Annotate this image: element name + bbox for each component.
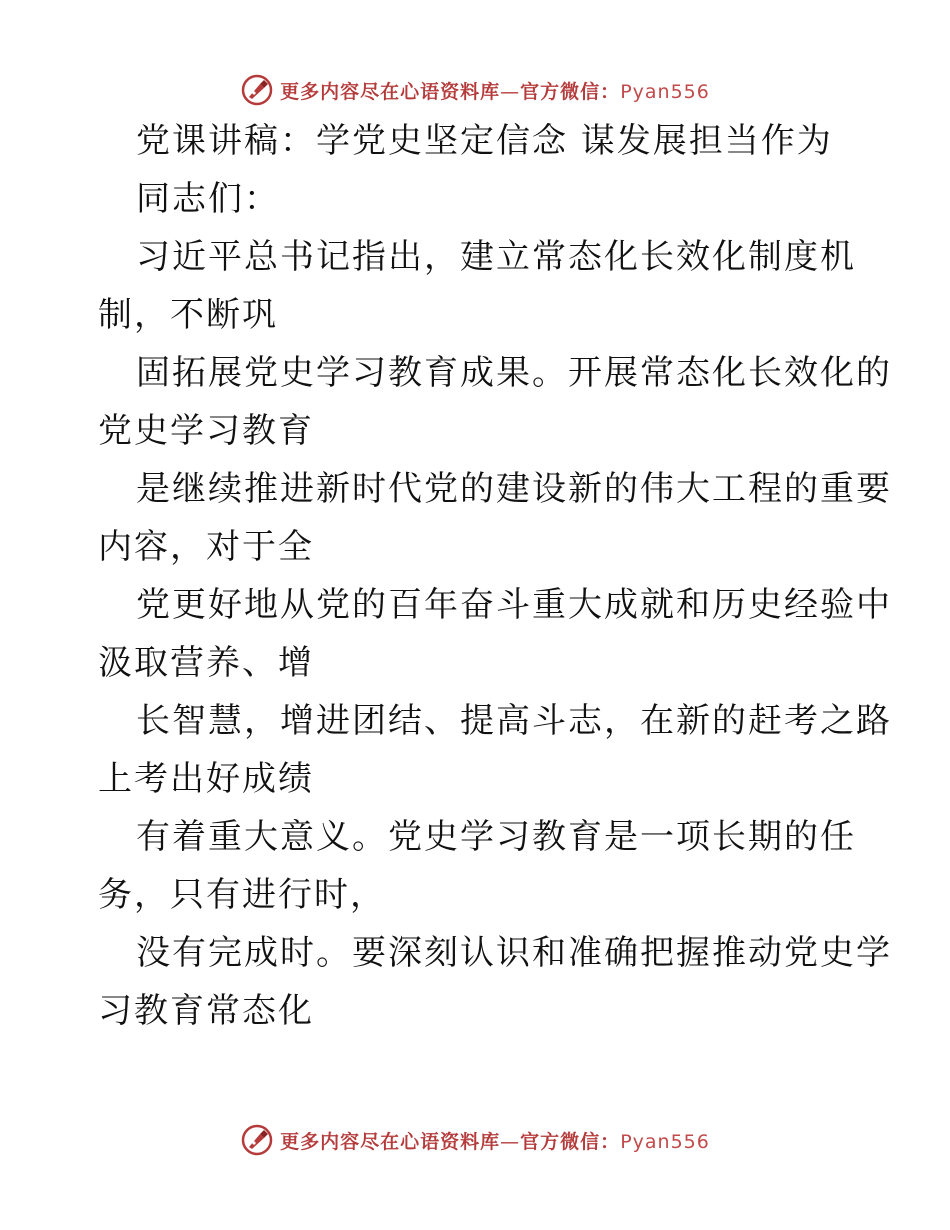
footer-watermark: [0, 1120, 950, 1160]
watermark-brand: 更多内容尽在心语资料库: [280, 1130, 501, 1153]
paragraph-line: 内容，对于全: [98, 527, 314, 567]
paragraph-line: 没有完成时。要深刻认识和准确把握推动党史学: [136, 933, 892, 973]
watermark-contact-id: Pyan556: [620, 1130, 710, 1153]
watermark-separator: —: [500, 1130, 521, 1153]
paragraph-line: 长智慧，增进团结、提高斗志，在新的赶考之路: [136, 701, 892, 741]
watermark-separator: —: [500, 80, 521, 103]
watermark-text: [280, 1127, 710, 1154]
watermark-brand: 更多内容尽在心语资料库: [280, 80, 501, 103]
pen-nib-logo-icon: [240, 73, 274, 107]
paragraph-line: 党史学习教育: [98, 411, 314, 451]
paragraph-line: 党更好地从党的百年奋斗重大成就和历史经验中: [136, 585, 892, 625]
paragraph-line: 是继续推进新时代党的建设新的伟大工程的重要: [136, 469, 892, 509]
watermark-contact-label: 官方微信：: [520, 1130, 621, 1153]
paragraph-line: 习近平总书记指出，建立常态化长效化制度机: [136, 237, 856, 277]
paragraph-line: 有着重大意义。党史学习教育是一项长期的任: [136, 817, 856, 857]
watermark-contact-label: 官方微信：: [520, 80, 621, 103]
paragraph-line: 固拓展党史学习教育成果。开展常态化长效化的: [136, 353, 892, 393]
pen-nib-logo-icon: [240, 1123, 274, 1157]
watermark-text: [280, 77, 710, 104]
document-title: 党课讲稿：学党史坚定信念 谋发展担当作为: [136, 121, 833, 161]
document-body: [98, 112, 892, 1040]
paragraph-line: 务，只有进行时，: [98, 875, 386, 915]
paragraph-line: 上考出好成绩: [98, 759, 314, 799]
header-watermark: [0, 70, 950, 110]
paragraph-line: 汲取营养、增: [98, 643, 314, 683]
paragraph-line: 制，不断巩: [98, 295, 278, 335]
watermark-contact-id: Pyan556: [620, 80, 710, 103]
paragraph-line: 习教育常态化: [98, 991, 314, 1031]
document-salutation: 同志们：: [136, 179, 280, 219]
